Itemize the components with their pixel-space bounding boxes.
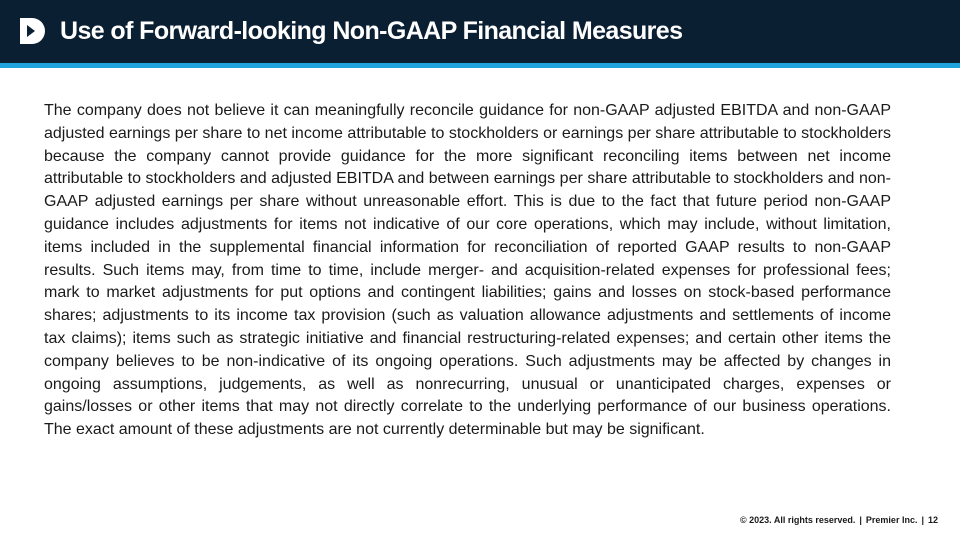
slide-footer (740, 515, 938, 525)
slide-header (0, 0, 960, 63)
header-accent-stripe (0, 63, 960, 68)
footer-separator: | (921, 515, 924, 525)
footer-page-number: 12 (927, 515, 938, 525)
slide-title: Use of Forward-looking Non-GAAP Financial Measures (60, 17, 683, 45)
footer-separator: | (859, 515, 862, 525)
footer-copyright: © 2023. All rights reserved. (740, 515, 856, 525)
slide-body-text: The company does not believe it can meaningfully reconcile guidance for non-GAAP adjusted EBITDA and non-GAAP adjusted earnings per share to net income attributable to stockholders or earnings per share attributable to stockholders because the company cannot provide guidance for the more significant reconciling items between net income attributable to stockholders and adjusted EBITDA and between earnings per share attributable to stockholders and non-GAAP adjusted earnings per share without unreasonable effort. This is due to the fact that future period non-GAAP guidance includes adjustments for items not indicative of our core operations, which may include, without limitation, items included in the supplemental financial information for reconciliation of reported GAAP results to non-GAAP results. Such items may, from time to time, include merger- and acquisition-related expenses for professional fees; mark to market adjustments for put options and contingent liabilities; gains and losses on stock-based performance shares; adjustments to its income tax provision (such as valuation allowance adjustments and settlements of income tax claims); items such as strategic initiative and financial restructuring-related expenses; and certain other items the company believes to be non-indicative of its ongoing operations. Such adjustments may be affected by changes in ongoing assumptions, judgements, as well as nonrecurring, unusual or unanticipated charges, expenses or gains/losses or other items that may not directly correlate to the underlying performance of our business operations. The exact amount of these adjustments are not currently determinable but may be significant. (44, 102, 891, 439)
footer-company: Premier Inc. (865, 515, 918, 525)
premier-logo-icon (14, 14, 48, 48)
